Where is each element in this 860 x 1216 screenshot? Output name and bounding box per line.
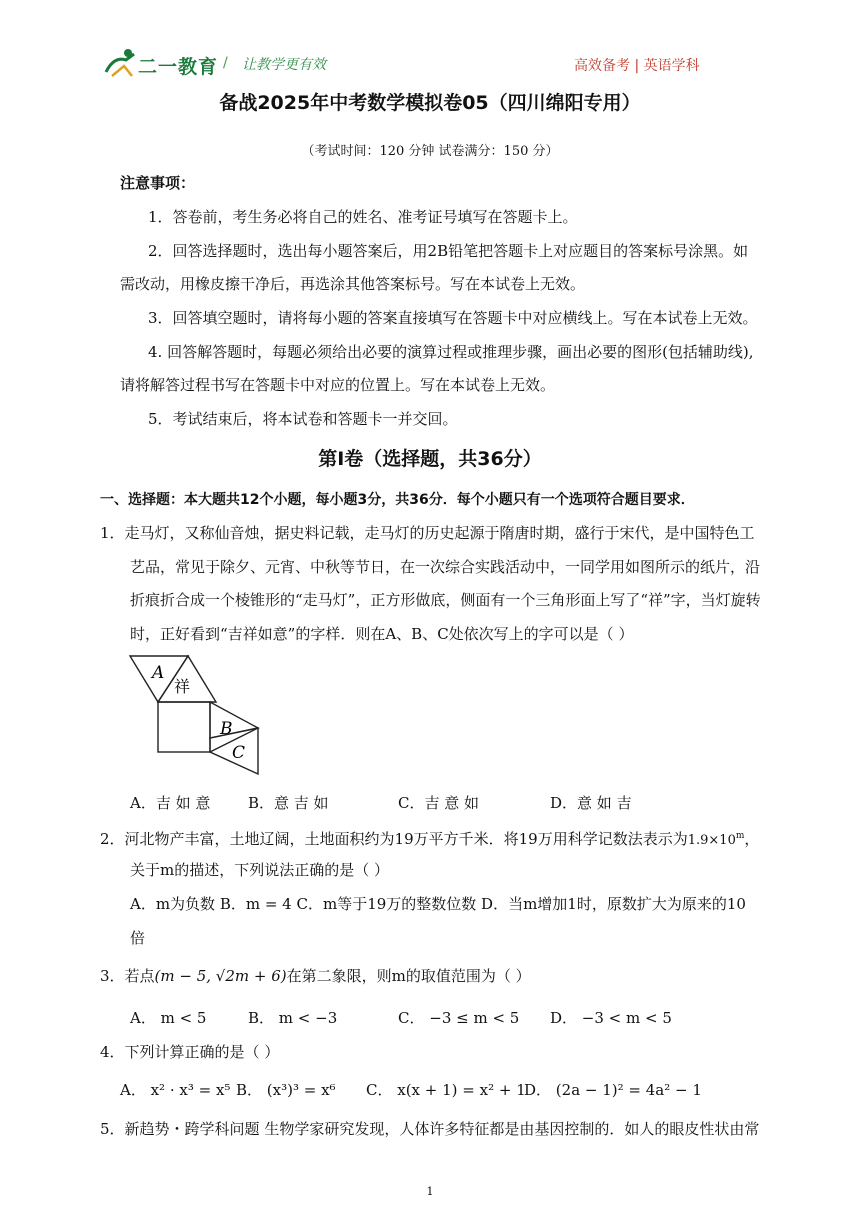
option-b: B．意 吉 如 — [248, 794, 329, 812]
question-2-text: 2．河北物产丰富，土地辽阔，土地面积约为19万平方千米．将19万用科学记数法表示为 — [100, 830, 688, 848]
option-d: D．意 如 吉 — [550, 794, 632, 812]
notice-item: 4. 回答解答题时，每题必须给出必要的演算过程或推理步骤，画出必要的图形(包括辅助线), — [148, 343, 754, 361]
header-divider: / — [223, 55, 228, 71]
part-heading: 一、选择题：本大题共12个小题，每小题3分，共36分．每个小题只有一个选项符合题目要求． — [100, 492, 695, 508]
option-a: A． x² · x³ = x⁵ — [120, 1081, 231, 1099]
header-tagline: 让教学更有效 — [242, 57, 326, 73]
question-3-suffix: 在第二象限，则m的取值范围为（ ） — [286, 967, 531, 985]
header-right-label: 高效备考 | 英语学科 — [574, 58, 700, 74]
sci-exponent: m — [735, 831, 745, 841]
page-title: 备战2025年中考数学模拟卷05（四川绵阳专用） — [219, 92, 641, 114]
exam-info: （考试时间：120 分钟 试卷满分：150 分） — [301, 144, 559, 159]
question-3-point: (m − 5, √2m + 6) — [154, 967, 287, 985]
sci-notation: 1.9×10 — [687, 833, 736, 848]
question-3-line — [100, 966, 531, 986]
option-c: C． x(x + 1) = x² + 1 — [366, 1081, 526, 1099]
question-2-options-wrap: 倍 — [130, 929, 146, 947]
notice-item: 请将解答过程书写在答题卡中对应的位置上。写在本试卷上无效。 — [120, 376, 556, 394]
figure-label-a: A — [152, 663, 165, 683]
figure-label-xiang: 祥 — [174, 677, 191, 696]
page-number: 1 — [426, 1185, 434, 1198]
option-a: A．吉 如 意 — [130, 794, 211, 812]
figure-label-b: B — [220, 719, 233, 739]
figure-label-c: C — [232, 743, 246, 763]
square-base — [158, 702, 210, 752]
section-title: 第Ⅰ卷（选择题，共36分） — [318, 448, 542, 470]
question-2-comma: ， — [744, 830, 760, 848]
option-c: C． −3 ≤ m < 5 — [398, 1009, 520, 1027]
question-1-line: 时，正好看到“吉祥如意”的字样．则在A、B、C处依次写上的字可以是（ ） — [130, 625, 634, 643]
question-1-line: 折痕折合成一个棱锥形的“走马灯”，正方形做底，侧面有一个三角形面上写了“祥”字，当灯旋转 — [130, 591, 761, 609]
option-d: D． −3 < m < 5 — [550, 1009, 672, 1027]
option-c: C．吉 意 如 — [398, 794, 480, 812]
logo-text: 二一教育 — [138, 56, 219, 78]
question-2-line: 关于m的描述，下列说法正确的是（ ） — [130, 861, 389, 879]
option-a: A． m < 5 — [130, 1009, 207, 1027]
question-1-line: 艺品，常见于除夕、元宵、中秋等节日，在一次综合实践活动中，一同学用如图所示的纸片，沿 — [130, 558, 761, 576]
notice-item: 5．考试结束后，将本试卷和答题卡一并交回。 — [148, 410, 458, 428]
notice-heading: 注意事项： — [120, 174, 196, 192]
question-3-prefix: 3．若点 — [100, 967, 155, 985]
option-d: D． (2a − 1)² = 4a² − 1 — [524, 1081, 702, 1099]
option-b: B． m < −3 — [248, 1009, 338, 1027]
option-b: B． (x³)³ = x⁶ — [236, 1081, 336, 1099]
notice-item: 1．答卷前，考生务必将自己的姓名、准考证号填写在答题卡上。 — [148, 208, 578, 226]
question-4-line: 4．下列计算正确的是（ ） — [100, 1043, 280, 1061]
question-5-line: 5．新趋势・跨学科问题 生物学家研究发现，人体许多特征都是由基因控制的．如人的眼皮性状由常 — [100, 1120, 760, 1138]
question-2-line — [100, 826, 759, 851]
notice-item: 2．回答选择题时，选出每小题答案后，用2B铅笔把答题卡上对应题目的答案标号涂黑。如 — [148, 242, 749, 260]
question-1-line: 1．走马灯，又称仙音烛，据史料记载，走马灯的历史起源于隋唐时期，盛行于宋代，是中国特色工 — [100, 524, 755, 542]
notice-item: 3．回答填空题时，请将每小题的答案直接填写在答题卡中对应横线上。写在本试卷上无效。 — [148, 309, 758, 327]
question-2-options: A．m为负数 B．m = 4 C．m等于19万的整数位数 D．当m增加1时，原数扩大为原来的10 — [130, 895, 746, 913]
lantern-net-figure — [128, 654, 268, 782]
notice-item: 需改动，用橡皮擦干净后，再选涂其他答案标号。写在本试卷上无效。 — [120, 275, 586, 293]
